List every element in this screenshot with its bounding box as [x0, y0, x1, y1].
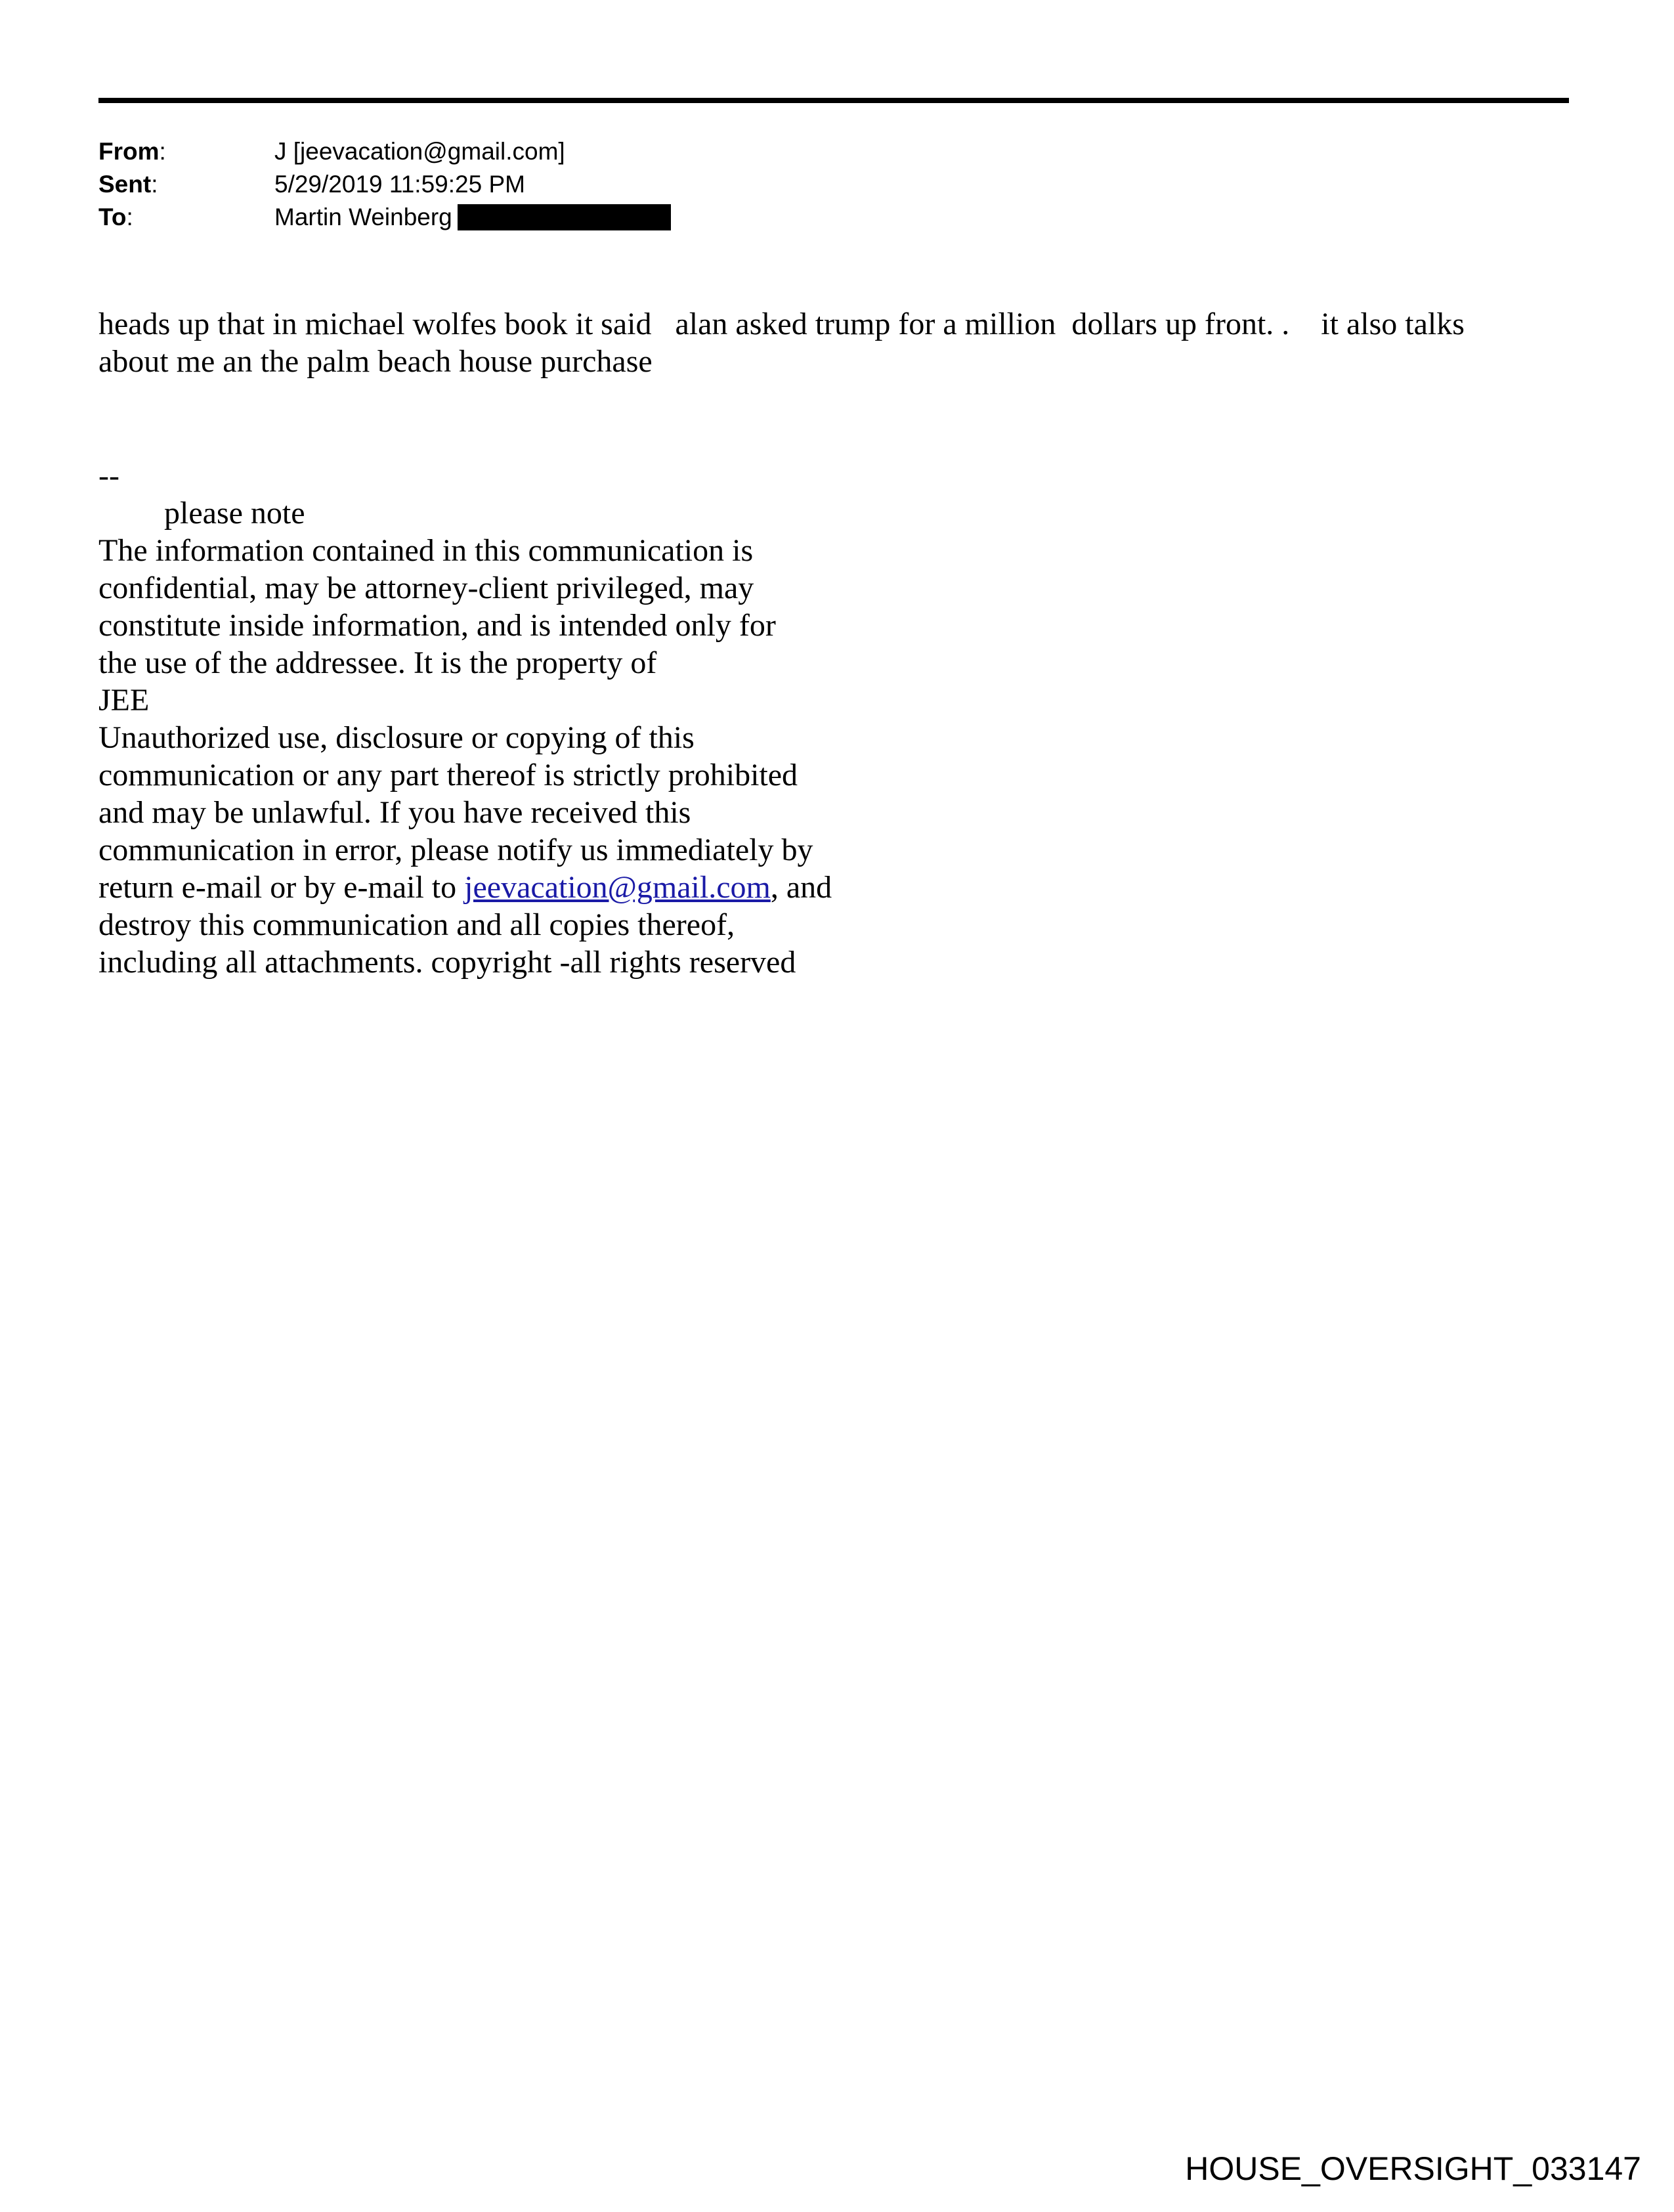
signature-line: JEE [98, 683, 150, 718]
signature-note: please note [164, 496, 305, 531]
body-line: heads up that in michael wolfes book it said alan asked trump for a million dollars up front. . it also talks [98, 307, 1465, 341]
from-value: J [jeevacation@gmail.com] [274, 138, 565, 165]
signature-line: and may be unlawful. If you have received this [98, 795, 691, 830]
header-rule [98, 98, 1569, 103]
from-row [98, 135, 671, 168]
redaction-box [458, 204, 671, 230]
sent-value: 5/29/2019 11:59:25 PM [274, 171, 525, 198]
signature-line: communication in error, please notify us immediately by [98, 833, 813, 867]
signature-line: including all attachments. copyright -all rights reserved [98, 945, 796, 980]
email-body [98, 305, 1465, 380]
email-header [98, 135, 671, 234]
return-suffix: , and [770, 870, 832, 905]
body-line: about me an the palm beach house purchase [98, 344, 653, 379]
to-label: To [98, 204, 127, 230]
to-colon: : [126, 204, 133, 230]
sent-row [98, 168, 671, 201]
sent-colon: : [151, 171, 158, 198]
signature-line: communication or any part thereof is strictly prohibited [98, 758, 798, 792]
signature-line: Unauthorized use, disclosure or copying of this [98, 720, 695, 755]
bates-number: HOUSE_OVERSIGHT_033147 [1185, 2150, 1641, 2187]
from-label: From [98, 138, 160, 165]
from-colon: : [159, 138, 166, 165]
signature-separator: -- [98, 458, 119, 493]
signature-line: The information contained in this communication is [98, 533, 754, 568]
return-prefix: return e-mail or by e-mail to [98, 870, 465, 905]
to-row [98, 201, 671, 234]
signature-line: destroy this communication and all copies thereof, [98, 907, 735, 942]
signature-line-return [98, 869, 832, 906]
sent-label: Sent [98, 171, 152, 198]
email-link[interactable]: jeevacation@gmail.com [464, 870, 771, 905]
signature-line: confidential, may be attorney-client privileged, may [98, 571, 754, 605]
signature-line: the use of the addressee. It is the property of [98, 645, 657, 680]
to-value: Martin Weinberg [274, 204, 452, 230]
signature-line: constitute inside information, and is intended only for [98, 608, 776, 643]
signature-block [98, 457, 832, 981]
